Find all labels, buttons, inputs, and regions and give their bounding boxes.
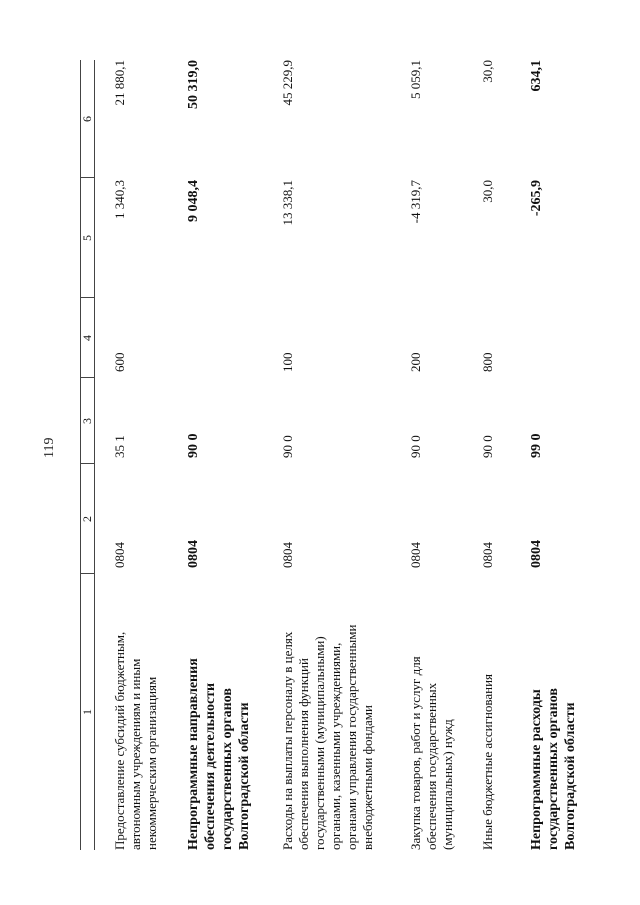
- row-change-amount: 30,0: [480, 180, 495, 203]
- column-header-3: 3: [80, 418, 94, 424]
- row-total-amount: 45 229,9: [280, 60, 295, 106]
- row-name: Предоставление субсидий бюджетным, автономным учреждениям и иным некоммерческим организациям: [112, 631, 159, 850]
- page-number: 119: [42, 437, 57, 458]
- row-total-amount: 50 319,0: [186, 60, 201, 109]
- row-expense-type: 100: [280, 352, 295, 372]
- table-header-border: [94, 60, 95, 850]
- row-target-code: 99 0: [529, 433, 544, 458]
- row-section-code: 0804: [186, 540, 201, 568]
- row-name: Непрограммные направления обеспечения деятельности государственных органов Волгоградской области: [186, 658, 252, 850]
- row-target-code: 35 1: [112, 435, 127, 458]
- row-name: Расходы на выплаты персоналу в целях обеспечения выполнения функций государственными (муниципальными) органами, казенными учреждениями, органами управления государственными внебюджетными фондами: [280, 624, 375, 850]
- row-change-amount: 1 340,3: [112, 180, 127, 219]
- row-total-amount: 5 059,1: [408, 60, 423, 99]
- row-change-amount: 9 048,4: [186, 180, 201, 222]
- budget-table: [80, 60, 600, 850]
- row-change-amount: -265,9: [529, 180, 544, 217]
- column-header-6: 6: [80, 116, 94, 122]
- row-change-amount: -4 319,7: [408, 180, 423, 224]
- row-expense-type: 200: [408, 352, 423, 372]
- column-header-5: 5: [80, 235, 94, 241]
- row-section-code: 0804: [112, 542, 127, 568]
- row-target-code: 90 0: [186, 433, 201, 458]
- column-header-4: 4: [80, 335, 94, 341]
- row-target-code: 90 0: [408, 435, 423, 458]
- row-total-amount: 634,1: [529, 60, 544, 92]
- budget-table-rotated: [80, 60, 600, 850]
- row-section-code: 0804: [480, 542, 495, 568]
- row-change-amount: 13 338,1: [280, 180, 295, 226]
- row-section-code: 0804: [280, 542, 295, 568]
- row-target-code: 90 0: [280, 435, 295, 458]
- row-name: Непрограммные расходы государственных органов Волгоградской области: [529, 688, 578, 850]
- row-expense-type: 800: [480, 352, 495, 372]
- row-name: Закупка товаров, работ и услуг для обеспечения государственных (муниципальных) нужд: [408, 656, 455, 850]
- row-total-amount: 21 880,1: [112, 60, 127, 106]
- column-header-1: 1: [80, 709, 94, 715]
- row-name: Иные бюджетные ассигнования: [480, 673, 495, 850]
- row-total-amount: 30,0: [480, 60, 495, 83]
- row-expense-type: 600: [112, 352, 127, 372]
- row-section-code: 0804: [408, 542, 423, 568]
- row-target-code: 90 0: [480, 435, 495, 458]
- row-section-code: 0804: [529, 540, 544, 568]
- column-header-2: 2: [80, 516, 94, 522]
